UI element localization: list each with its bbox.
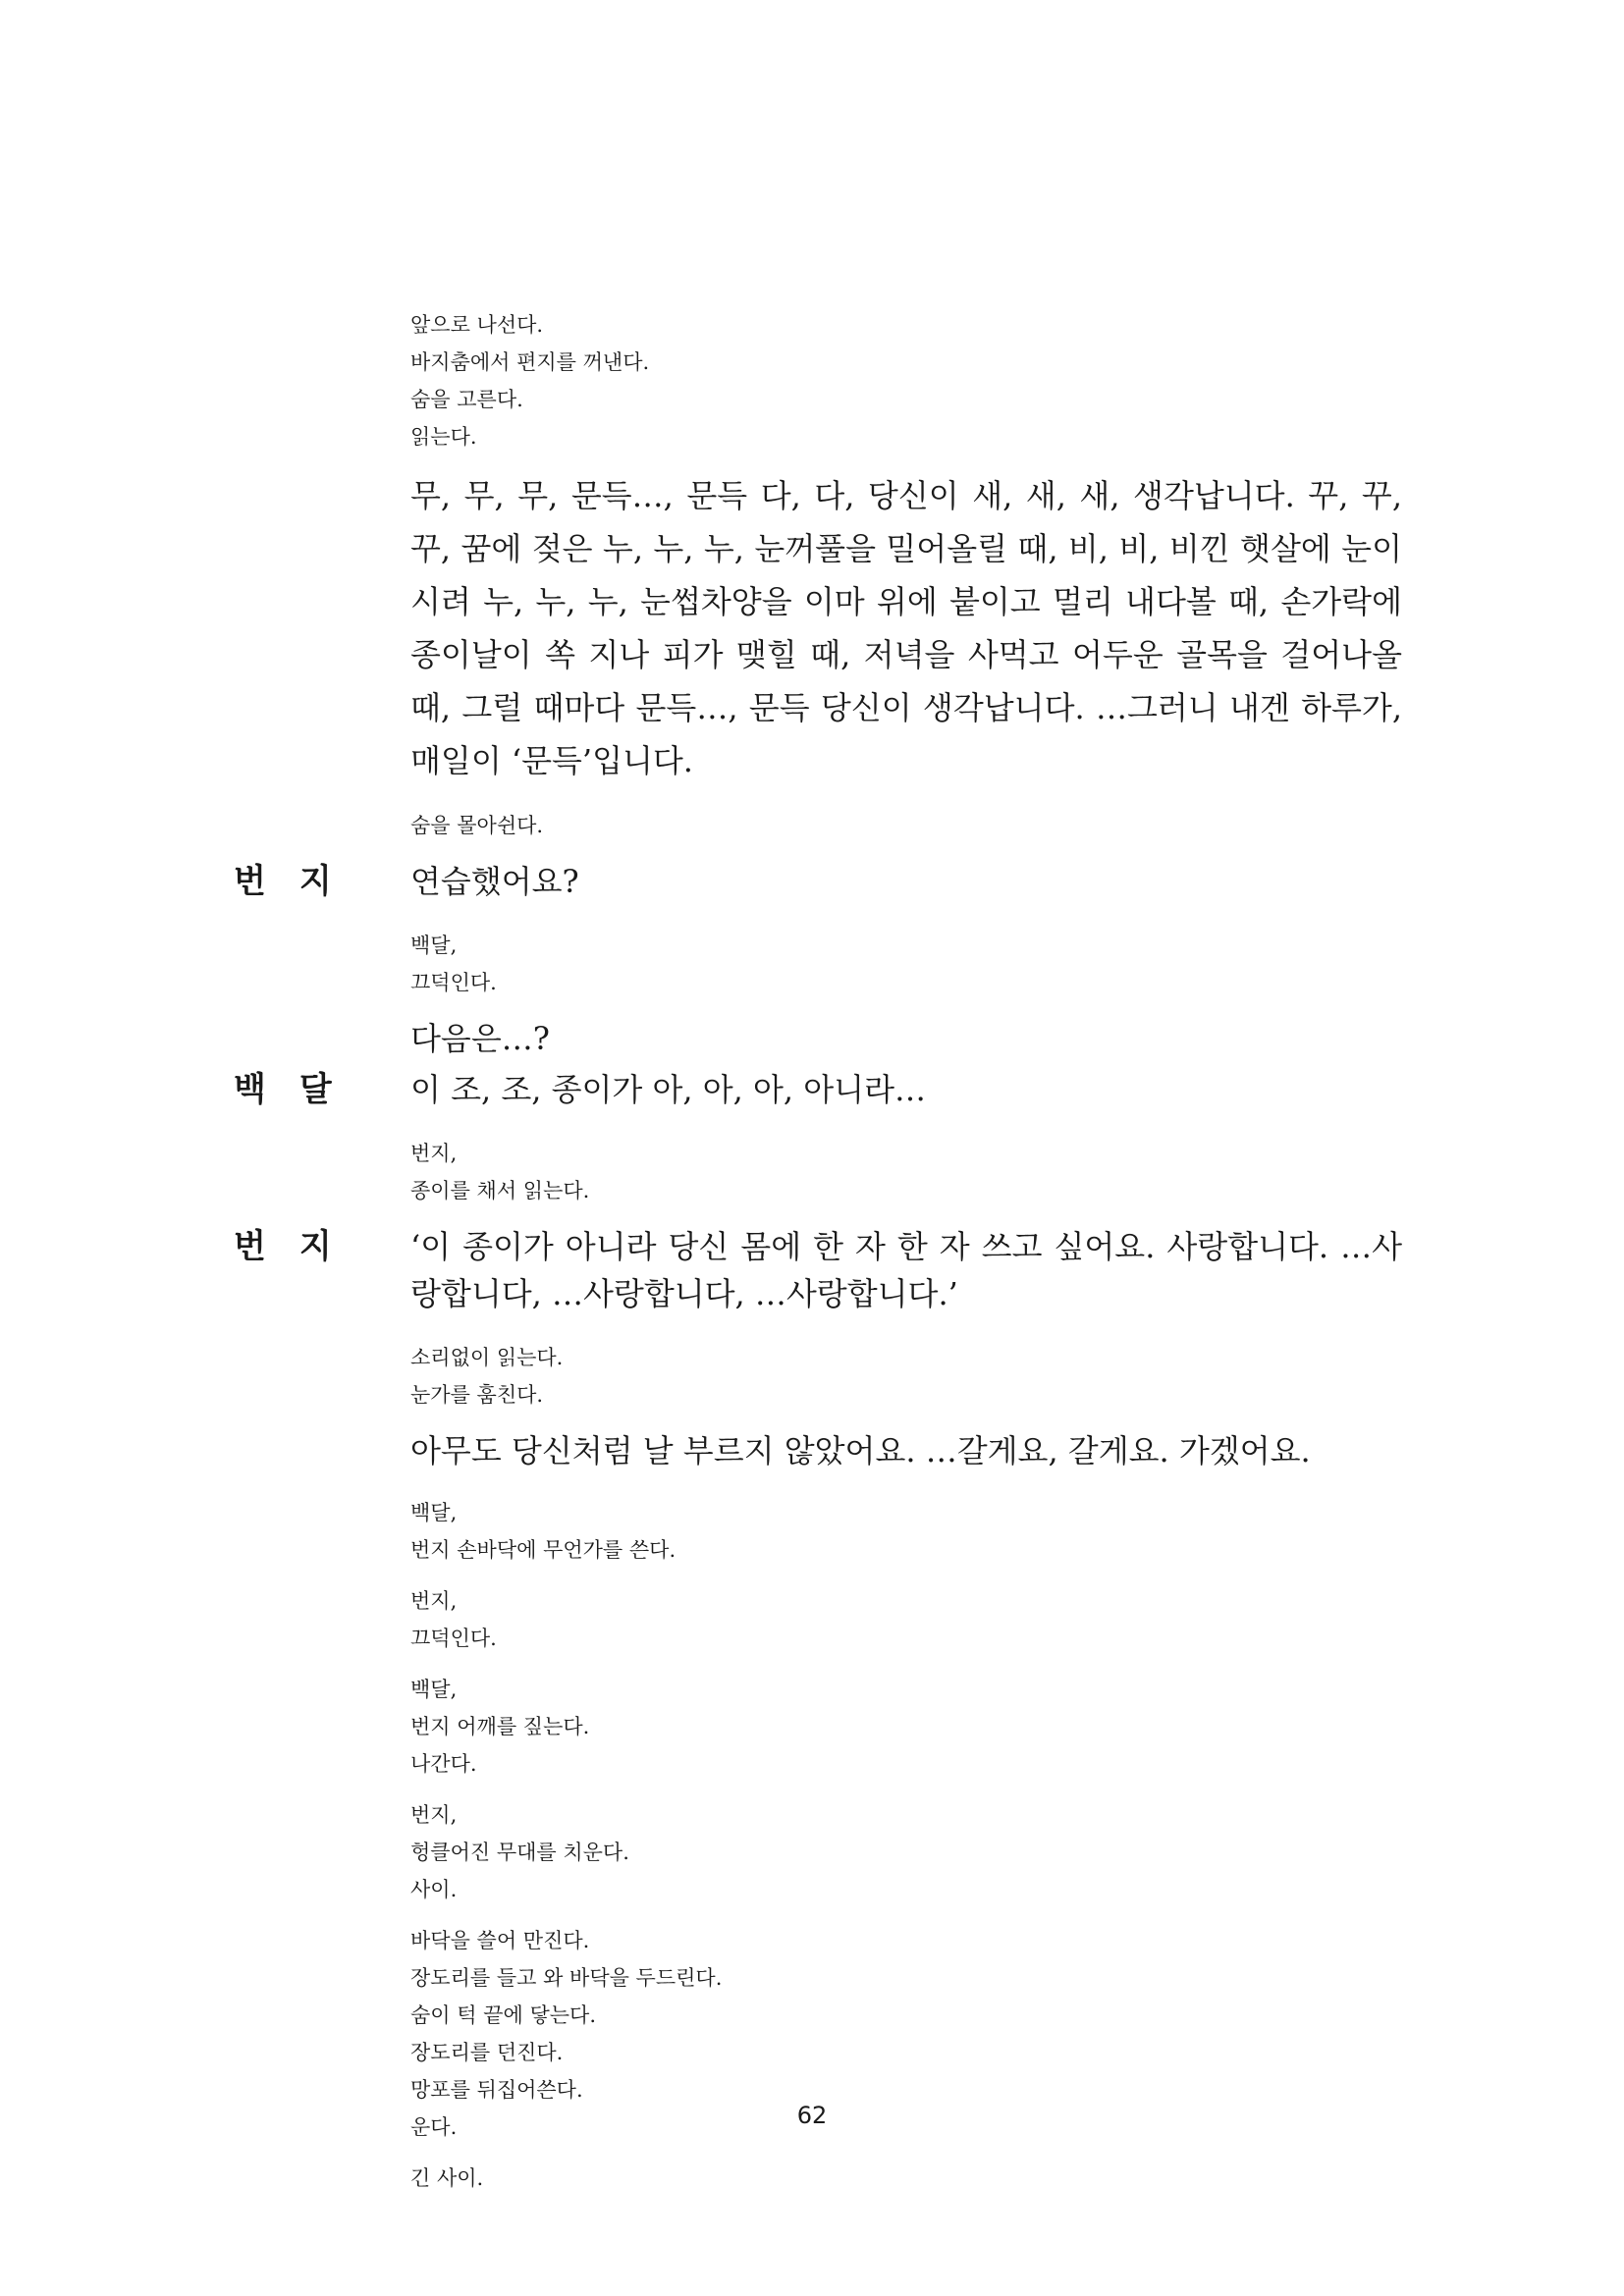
direction-line: 사이.	[410, 1878, 458, 1901]
direction-line: 눈가를 훔친다.	[410, 1383, 544, 1407]
direction-line: 번지 손바닥에 무언가를 쓴다.	[410, 1538, 677, 1562]
direction-line: 헝클어진 무대를 치운다.	[410, 1841, 629, 1864]
direction-line: 소리없이 읽는다.	[410, 1346, 564, 1369]
direction-line: 숨을 고른다.	[410, 388, 523, 411]
speaker-name: 번지	[234, 1227, 365, 1266]
dialogue-entry	[234, 1066, 1402, 1113]
direction-line: 번지,	[410, 1803, 458, 1827]
stage-direction	[410, 927, 1402, 1001]
direction-line: 숨이 턱 끝에 닿는다.	[410, 2003, 596, 2027]
direction-line: 망포를 뒤집어쓴다.	[410, 2078, 583, 2102]
direction-line: 바지춤에서 편지를 꺼낸다.	[410, 350, 650, 374]
dialogue-text: 연습했어요?	[410, 863, 579, 900]
stage-direction	[410, 807, 1402, 844]
direction-line: 끄덕인다.	[410, 1627, 497, 1650]
stage-direction	[410, 1796, 1402, 1908]
direction-line: 장도리를 들고 와 바닥을 두드린다.	[410, 1966, 723, 1990]
monologue-text: 무, 무, 무, 문득…, 문득 다, 다, 당신이 새, 새, 새, 생각납니다. 꾸, 꾸, 꾸, 꿈에 젖은 누, 누, 누, 눈꺼풀을 밀어올릴 때, 비, 비, 비낀 햇살에 눈이 시려 누, 누, 누, 눈썹차양을 이마 위에 붙이고 멀리 내다볼 때, 손가락에 종이날이 쏙 지나 피가 맺힐 때, 저녁을 사먹고 어두운 골목을 걸어나올 때, 그럴 때마다 문득…, 문득 당신이 생각납니다. …그러니 내겐 하루가, 매일이 ‘문득’입니다.	[410, 477, 1402, 779]
dialogue-text: ‘이 종이가 아니라 당신 몸에 한 자 한 자 쓰고 싶어요. 사랑합니다. …사랑합니다, …사랑합니다, …사랑합니다.’	[410, 1228, 1402, 1312]
direction-line: 번지 어깨를 짚는다.	[410, 1715, 590, 1738]
direction-line: 읽는다.	[410, 425, 477, 449]
dialogue-text: 이 조, 조, 종이가 아, 아, 아, 아니라…	[410, 1071, 927, 1108]
direction-line: 숨을 몰아쉰다.	[410, 814, 544, 837]
direction-line: 운다.	[410, 2115, 458, 2139]
direction-line: 번지,	[410, 1589, 458, 1613]
stage-direction	[410, 1671, 1402, 1783]
direction-line: 긴 사이.	[410, 2166, 484, 2190]
dialogue-text: 아무도 당신처럼 날 부르지 않았어요. …갈게요, 갈게요. 가겠어요.	[410, 1432, 1311, 1469]
direction-line: 백달,	[410, 1678, 458, 1701]
direction-line: 번지,	[410, 1142, 458, 1165]
dialogue-text: 다음은…?	[410, 1020, 550, 1057]
stage-direction	[410, 1582, 1402, 1657]
speaker-name: 번지	[234, 862, 365, 901]
direction-line: 끄덕인다.	[410, 971, 497, 994]
speaker-name: 백달	[234, 1070, 365, 1109]
stage-direction	[410, 2160, 1402, 2197]
direction-line: 백달,	[410, 934, 458, 957]
page-number: 62	[796, 2102, 828, 2129]
direction-line: 장도리를 던진다.	[410, 2041, 564, 2064]
stage-direction	[410, 306, 1402, 455]
dialogue-entry	[234, 1223, 1402, 1317]
stage-direction	[410, 1135, 1402, 1209]
script-content	[234, 306, 1402, 2211]
stage-direction	[410, 1494, 1402, 1569]
direction-line: 종이를 채서 읽는다.	[410, 1179, 590, 1202]
direction-line: 백달,	[410, 1501, 458, 1524]
dialogue-entry	[234, 858, 1402, 905]
direction-line: 앞으로 나선다.	[410, 313, 544, 337]
stage-direction	[410, 1339, 1402, 1414]
direction-line: 나간다.	[410, 1752, 477, 1776]
direction-line: 바닥을 쓸어 만진다.	[410, 1929, 590, 1952]
